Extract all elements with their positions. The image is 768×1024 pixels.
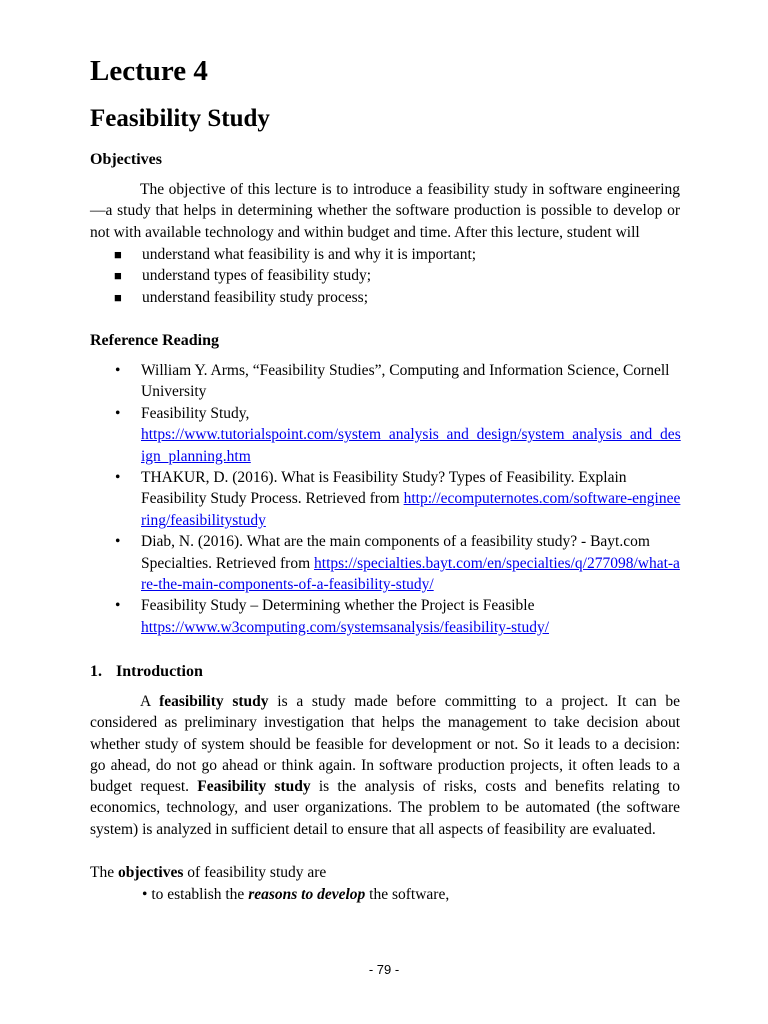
reference-text: William Y. Arms, “Feasibility Studies”, Computing and Information Science, Cornell University [141,362,670,401]
reference-list [112,360,682,638]
reference-text: Diab, N. (2016). What are the main components of a feasibility study? - Bayt.com Specialties. Retrieved from [141,533,650,572]
reference-text: THAKUR, D. (2016). What is Feasibility Study? Types of Feasibility. Explain Feasibility Study Process. Retrieved from [141,469,627,508]
page-title: Feasibility Study [90,105,270,132]
introduction-heading [90,662,203,682]
bullet-icon: • [115,597,121,615]
reference-link[interactable]: http://ecomputernotes.com/software-engineering/feasibilitystudy [141,490,681,529]
reference-text: Feasibility Study, [141,404,250,422]
term-feasibility-study: feasibility study [159,693,269,710]
bullet-icon: • [115,469,121,487]
bullet-icon: • [115,404,121,422]
bullet-icon: • [115,533,121,551]
square-bullet-icon: ■ [114,289,122,305]
lecture-heading: Lecture 4 [90,55,208,87]
list-item: ■ understand what feasibility is and why it is important; [112,244,476,265]
page-number: - 79 - [368,962,400,977]
introduction-paragraph: A feasibility study is a study made before committing to a project. It can be considered as preliminary investigation that helps the management to take decision about whether study of system should be feasible for development or not. So it leads to a decision: go ahead, do not go ahead or think again. In software production projects, it often leads to a budget request. Feasibility study is the analysis of risks, costs and benefits relating to economics, technology, and user organizations. The problem to be automated (the software system) is analyzed in sufficient detail to ensure that all aspects of feasibility are evaluated. [90,693,681,838]
reference-heading: Reference Reading [90,332,219,349]
bullet-icon: • [115,362,121,379]
objectives-paragraph [90,179,680,243]
reference-link[interactable]: https://www.tutorialspoint.com/system_analysis_and_design/system_analysis_and_design_planning.htm [141,426,681,465]
square-bullet-icon: ■ [114,247,122,262]
term-feasibility-study: Feasibility study [197,778,311,796]
section-title: Introduction [116,663,203,680]
list-item: ■ understand types of feasibility study; [112,265,476,286]
reference-item [112,360,682,403]
objectives-intro-line: The objectives of feasibility study are [90,864,327,881]
objectives-text: The objective of this lecture is to introduce a feasibility study in software engineering —a study that helps in determining whether the software production is possible to develop or not with available technology and within budget and time. After this lecture, student will [90,181,680,241]
list-item: ■ understand feasibility study process; [112,287,476,308]
bullet-icon: • [142,886,148,903]
reference-item [112,403,682,467]
reference-text: Feasibility Study – Determining whether the Project is Feasible [141,597,535,615]
objectives-heading: Objectives [90,151,162,168]
list-item: • to establish the reasons to develop the software, [142,886,450,903]
reference-item [112,531,682,595]
reference-link[interactable]: https://specialties.bayt.com/en/specialties/q/277098/what-are-the-main-components-of-a-feasibility-study/ [141,554,680,594]
square-bullet-icon: ■ [114,268,122,284]
objectives-list [112,244,476,308]
reference-item [112,467,682,531]
reference-link[interactable]: https://www.w3computing.com/systemsanalysis/feasibility-study/ [141,618,549,636]
section-number: 1. [90,663,102,680]
reference-item [112,595,682,638]
